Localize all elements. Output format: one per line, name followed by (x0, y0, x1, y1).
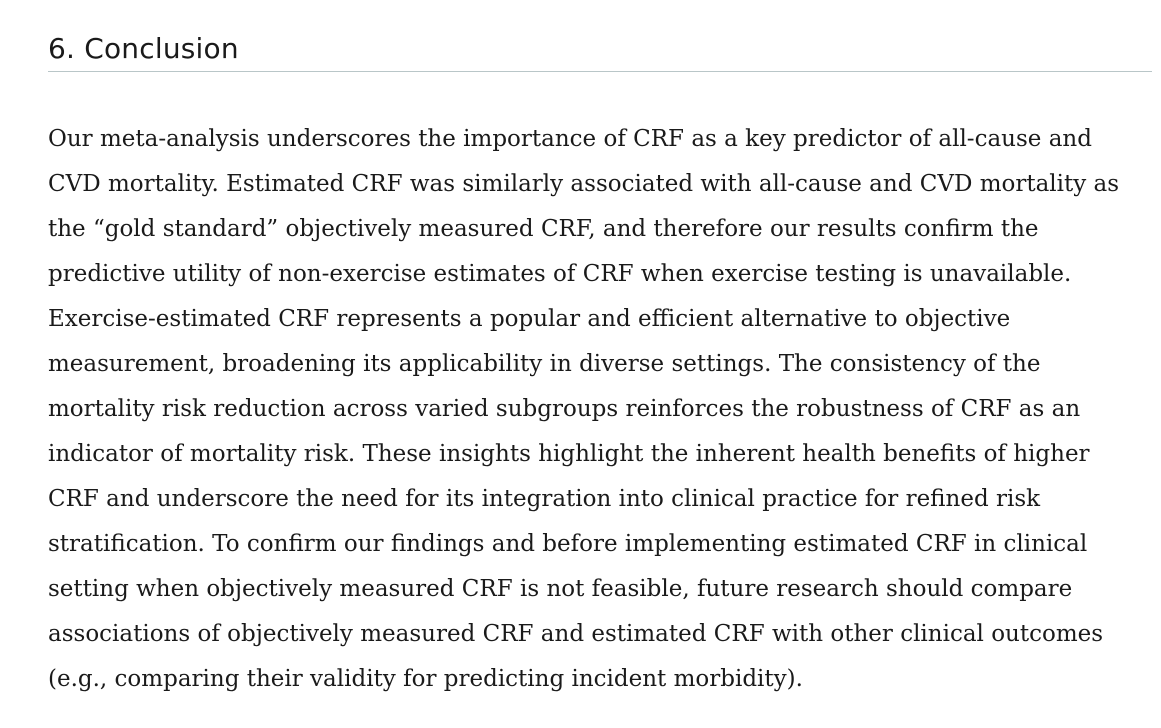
paragraph-line: the “gold standard” objectively measured CRF, and therefore our results confirm the (48, 216, 1039, 242)
conclusion-paragraph (48, 117, 1138, 702)
title-divider (48, 71, 1152, 72)
paragraph-line: Exercise-estimated CRF represents a popular and efficient alternative to objective (48, 306, 1011, 332)
conclusion-section (48, 0, 1152, 692)
paragraph-line: mortality risk reduction across varied subgroups reinforces the robustness of CRF as an (48, 396, 1081, 422)
paragraph-line: measurement, broadening its applicability in diverse settings. The consistency of the (48, 351, 1041, 377)
paragraph-line: indicator of mortality risk. These insights highlight the inherent health benefits of higher (48, 441, 1090, 467)
paragraph-line: associations of objectively measured CRF and estimated CRF with other clinical outcomes (48, 621, 1104, 647)
paragraph-line: Our meta-analysis underscores the importance of CRF as a key predictor of all-cause and (48, 126, 1092, 152)
paragraph-line: (e.g., comparing their validity for predicting incident morbidity). (48, 666, 803, 692)
paragraph-line: stratification. To confirm our findings and before implementing estimated CRF in clinical (48, 531, 1088, 557)
paragraph-line: predictive utility of non-exercise estimates of CRF when exercise testing is unavailable. (48, 261, 1072, 287)
paragraph-line: CRF and underscore the need for its integration into clinical practice for refined risk (48, 486, 1041, 512)
paragraph-line: CVD mortality. Estimated CRF was similarly associated with all-cause and CVD mortality as (48, 171, 1120, 197)
section-title: 6. Conclusion (48, 32, 239, 65)
paragraph-line: setting when objectively measured CRF is not feasible, future research should compare (48, 576, 1073, 602)
